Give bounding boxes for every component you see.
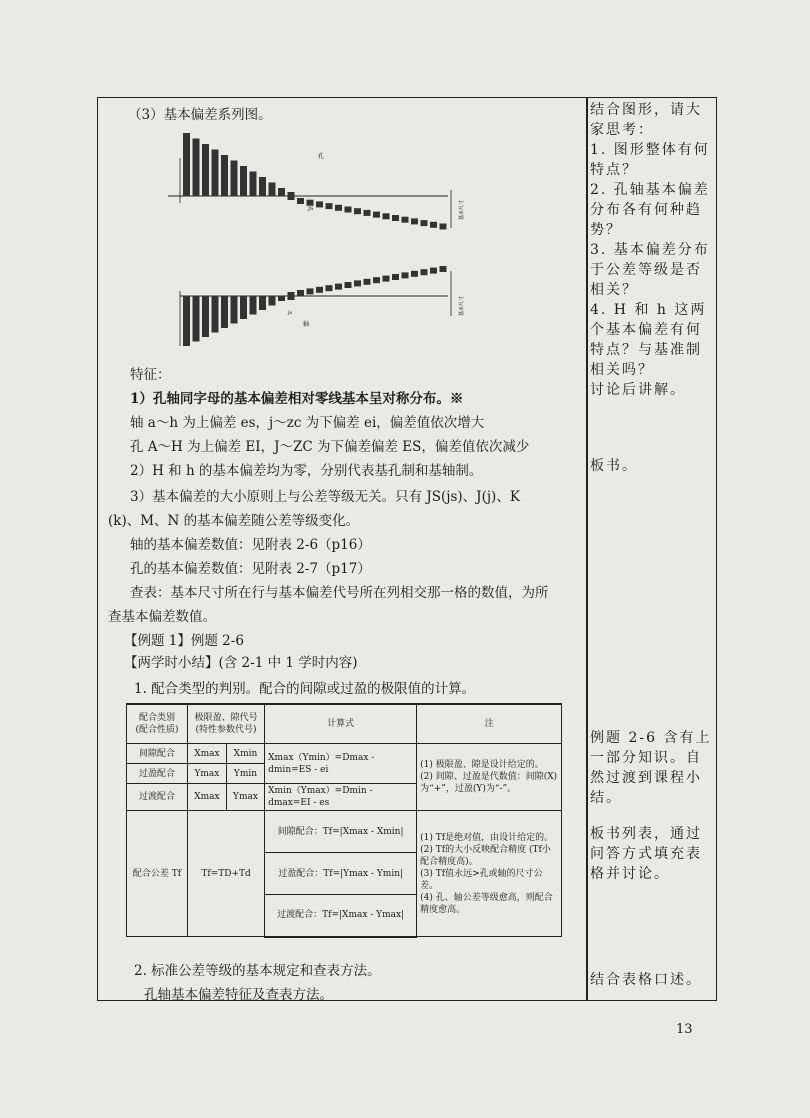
feature-1: 1）孔轴同字母的基本偏差相对零线基本呈对称分布。※ [130, 391, 464, 407]
hole-bar [392, 215, 399, 221]
fit-tolerance-formula: Tf=TD+Td [188, 811, 265, 937]
shaft-bar [212, 296, 219, 333]
hole-bar [307, 200, 314, 206]
question-4: 4. H 和 h 这两个基本偏差有何特点？与基准制相关吗？ [590, 302, 707, 378]
th-param-symbol: 极限盈、隙代号 (特性参数代号) [188, 704, 265, 744]
hole-bar [269, 183, 276, 197]
shaft-bar [269, 296, 276, 306]
hole-bar [421, 220, 428, 226]
shaft-bar [411, 271, 418, 277]
shaft-bar [430, 268, 437, 274]
hole-bar [345, 207, 352, 213]
shaft-bar [193, 296, 200, 342]
hole-bar [183, 133, 190, 196]
shaft-bar [335, 284, 342, 290]
example-ref: 【例题 1】例题 2-6 [124, 633, 244, 649]
shaft-bar [354, 280, 361, 286]
shaft-bar [231, 296, 238, 324]
feature-hole: 孔 A～H 为上偏差 EI，J～ZC 为下偏差偏差 ES，偏差值依次减少 [130, 439, 530, 455]
summary-item-1: 1. 配合类型的判别。配合的间隙或过盈的极限值的计算。 [134, 681, 476, 697]
shaft-bar [345, 282, 352, 288]
hole-bar [440, 224, 447, 230]
features-title: 特征： [130, 367, 171, 383]
question-2: 2. 孔轴基本偏差分布各有何种趋势？ [590, 182, 710, 238]
th-notes: 注 [417, 704, 562, 744]
tol-clearance: 间隙配合：Tf=|Xmax - Xmin| [265, 811, 417, 853]
hole-bar [212, 150, 219, 197]
hole-bar [288, 192, 295, 200]
shaft-bar [402, 272, 409, 278]
cell-xmax: Xmax [188, 744, 227, 764]
cell-ymax-2: Ymax [226, 784, 264, 811]
hole-bar [278, 188, 285, 196]
formula-min: Xmin（Ymax）=Dmin - dmax=EI - es [265, 784, 417, 811]
question-3: 3. 基本偏差分布于公差等级是否相关？ [590, 242, 710, 298]
hole-bar [316, 201, 323, 207]
hole-deviation-diagram [168, 128, 488, 238]
shaft-bar [307, 288, 314, 294]
note-2: (2) 间隙、过盈是代数值：间隙(X)为“+”，过盈(Y)为“-”。 [420, 772, 558, 794]
left-column [98, 98, 586, 1003]
note-1: (1) 极限盈、隙是设计给定的。 [420, 760, 544, 770]
th-formula: 计算式 [265, 704, 417, 744]
fit-tolerance-label: 配合公差 Tf [127, 811, 188, 937]
hole-bar [250, 172, 257, 197]
hole-bar [231, 161, 238, 197]
cell-xmax-2: Xmax [188, 784, 227, 811]
feature-2: 2）H 和 h 的基本偏差均为零，分别代表基孔制和基轴制。 [130, 463, 483, 479]
summary-item-3: 孔轴基本偏差特征及查表方法。 [144, 987, 333, 1003]
note-4: (2) Tf的大小反映配合精度 (Tf小配合精度高)。 [420, 844, 551, 867]
shaft-bar [202, 296, 209, 337]
shaft-bar [326, 285, 333, 291]
lesson-table [97, 97, 717, 1001]
prompt-intro: 结合图形，请大家思考： [590, 102, 702, 138]
lookup-method-b: 查基本偏差数值。 [108, 609, 216, 625]
hole-values-ref: 孔的基本偏差数值：见附表 2-7（p17） [130, 561, 371, 577]
row-clearance-fit: 间隙配合 [127, 744, 188, 764]
right-column [590, 98, 714, 1000]
notes-group-2 [417, 811, 562, 937]
shaft-bar [240, 296, 247, 319]
shaft-bar [440, 266, 447, 272]
summary-title: 【两学时小结】(含 2-1 中 1 学时内容) [124, 655, 358, 671]
shaft-side-label: 基本尺寸 [459, 295, 465, 316]
lookup-method-a: 查表：基本尺寸所在行与基本偏差代号所在列相交那一格的数值，为所 [130, 585, 549, 601]
cell-ymax: Ymax [188, 764, 227, 784]
hole-bar [297, 198, 304, 204]
hole-bar [202, 144, 209, 196]
shaft-deviation-diagram [168, 256, 488, 366]
hole-bar [240, 166, 247, 196]
row-transition-fit: 过渡配合 [127, 784, 188, 811]
shaft-bar [383, 276, 390, 282]
shaft-bar [250, 296, 257, 315]
tol-interference: 过盈配合：Tf=|Ymax - Ymin| [265, 853, 417, 895]
feature-3a: 3）基本偏差的大小原则上与公差等级无关。只有 JS(js)、J(j)、K [130, 489, 520, 505]
shaft-bar [316, 287, 323, 293]
hole-bar [326, 203, 333, 209]
hole-bar [402, 217, 409, 223]
cell-ymin: Ymin [226, 764, 264, 784]
shaft-js-label: js [288, 310, 293, 316]
table-method-note: 板书列表，通过问答方式填充表格并讨论。 [590, 826, 702, 882]
cell-xmin: Xmin [226, 744, 264, 764]
formula-max: Xmax（Ymin）=Dmax - dmin=ES - ei [265, 744, 417, 784]
shaft-bar [373, 277, 380, 283]
discussion-note: 讨论后讲解。 [590, 382, 686, 398]
oral-note: 结合表格口述。 [590, 972, 702, 988]
section-heading: （3）基本偏差系列图。 [128, 107, 272, 123]
hole-bar [221, 155, 228, 196]
board-note: 板书。 [590, 458, 638, 474]
shaft-bar [364, 279, 371, 285]
shaft-bar [259, 296, 266, 310]
shaft-label: 轴 [303, 321, 310, 328]
note-3: (1) Tf是绝对值，由设计给定的。 [420, 832, 554, 843]
shaft-bar [278, 296, 285, 301]
hole-js-label: JS [308, 206, 314, 212]
note-6: (4) 孔、轴公差等级愈高，则配合精度愈高。 [420, 892, 553, 915]
feature-shaft: 轴 a～h 为上偏差 es，j～zc 为下偏差 ei，偏差值依次增大 [130, 415, 485, 431]
tol-transition: 过渡配合：Tf=|Xmax - Ymax| [265, 895, 417, 937]
hole-bar [259, 177, 266, 196]
shaft-bar [392, 274, 399, 280]
shaft-bar [421, 269, 428, 275]
hole-bar [335, 205, 342, 211]
hole-bar [364, 210, 371, 216]
hole-bar [373, 212, 380, 218]
hole-side-label: 基本尺寸 [459, 199, 465, 220]
fit-types-table [126, 703, 562, 938]
row-interference-fit: 过盈配合 [127, 764, 188, 784]
shaft-bar [183, 296, 190, 346]
hole-bar [354, 208, 361, 214]
hole-bar [430, 222, 437, 228]
note-5: (3) Tf值永远>孔或轴的尺寸公差。 [420, 868, 543, 891]
page-number: 13 [676, 1022, 693, 1037]
summary-item-2: 2. 标准公差等级的基本规定和查表方法。 [134, 963, 381, 979]
shaft-bar [221, 296, 228, 328]
hole-bar [411, 218, 418, 224]
shaft-bar [288, 292, 295, 300]
notes-group-1 [417, 744, 562, 811]
column-divider [586, 98, 588, 1000]
hole-bar [383, 213, 390, 219]
feature-3b: (k)、M、N 的基本偏差随公差等级变化。 [108, 513, 360, 529]
hole-bar [193, 139, 200, 197]
example-note: 例题 2-6 含有上一部分知识。自然过渡到课程小结。 [590, 730, 712, 806]
shaft-bar [297, 290, 304, 296]
question-1: 1. 图形整体有何特点？ [590, 142, 710, 178]
shaft-values-ref: 轴的基本偏差数值：见附表 2-6（p16） [130, 537, 371, 553]
th-fit-type: 配合类别 (配合性质) [127, 704, 188, 744]
hole-label: 孔 [318, 153, 325, 160]
